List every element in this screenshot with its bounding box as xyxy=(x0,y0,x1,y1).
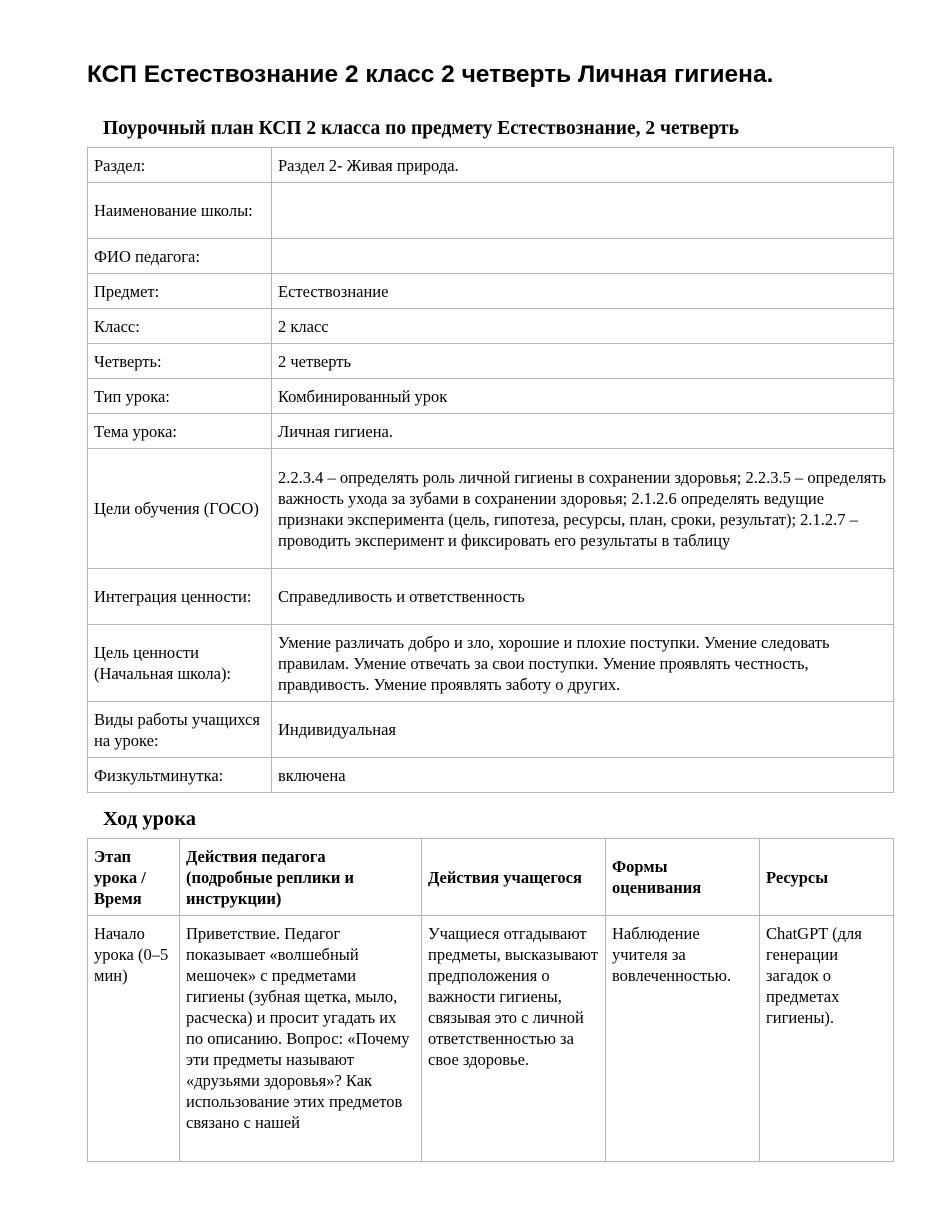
header-student-actions: Действия учащегося xyxy=(422,839,606,916)
info-label-value-goal: Цель ценности (Начальная школа): xyxy=(88,625,272,702)
info-value-values-integration: Справедливость и ответственность xyxy=(272,569,894,625)
info-value-work-types: Индивидуальная xyxy=(272,702,894,758)
info-label-subject: Предмет: xyxy=(88,274,272,309)
lesson-section-title: Ход урока xyxy=(103,808,196,830)
table-row xyxy=(88,449,894,569)
table-row xyxy=(88,309,894,344)
info-value-value-goal: Умение различать добро и зло, хорошие и плохие поступки. Умение следовать правилам. Умение отвечать за свои поступки. Умение проявлять честность, правдивость. Умение проявлять заботу о других. xyxy=(272,625,894,702)
table-row xyxy=(88,239,894,274)
table-row xyxy=(88,148,894,183)
info-value-physical-break: включена xyxy=(272,758,894,793)
info-value-quarter: 2 четверть xyxy=(272,344,894,379)
info-value-topic: Личная гигиена. xyxy=(272,414,894,449)
table-row xyxy=(88,702,894,758)
header-assessment: Формы оценивания xyxy=(606,839,760,916)
lesson-info-table xyxy=(87,147,894,793)
plan-subtitle: Поурочный план КСП 2 класса по предмету Естествознание, 2 четверть xyxy=(103,118,739,139)
info-label-topic: Тема урока: xyxy=(88,414,272,449)
info-label-teacher: ФИО педагога: xyxy=(88,239,272,274)
cell-assessment: Наблюдение учителя за вовлеченностью. xyxy=(606,916,760,1162)
info-value-subject: Естествознание xyxy=(272,274,894,309)
info-value-school xyxy=(272,183,894,239)
info-label-quarter: Четверть: xyxy=(88,344,272,379)
table-row xyxy=(88,414,894,449)
cell-student-actions: Учащиеся отгадывают предметы, высказывают предположения о важности гигиены, связывая это с личной ответственностью за свое здоровье. xyxy=(422,916,606,1162)
cell-teacher-actions: Приветствие. Педагог показывает «волшебный мешочек» с предметами гигиены (зубная щетка, мыло, расческа) и просит угадать их по описанию. Вопрос: «Почему эти предметы называют «друзьями здоровья»? Как использование этих предметов связано с нашей xyxy=(180,916,422,1162)
table-row xyxy=(88,916,894,1162)
table-row xyxy=(88,379,894,414)
cell-resources: ChatGPT (для генерации загадок о предметах гигиены). xyxy=(760,916,894,1162)
info-label-grade: Класс: xyxy=(88,309,272,344)
info-label-physical-break: Физкультминутка: xyxy=(88,758,272,793)
cell-stage-time: Начало урока (0–5 мин) xyxy=(88,916,180,1162)
header-stage-time: Этап урока / Время xyxy=(88,839,180,916)
table-row xyxy=(88,183,894,239)
lesson-flow-table xyxy=(87,838,894,1162)
info-label-school: Наименование школы: xyxy=(88,183,272,239)
page-title: КСП Естествознание 2 класс 2 четверть Личная гигиена. xyxy=(87,61,774,88)
info-label-values-integration: Интеграция ценности: xyxy=(88,569,272,625)
table-header-row xyxy=(88,839,894,916)
table-row xyxy=(88,274,894,309)
info-value-teacher xyxy=(272,239,894,274)
info-label-work-types: Виды работы учащихся на уроке: xyxy=(88,702,272,758)
info-label-section: Раздел: xyxy=(88,148,272,183)
table-row xyxy=(88,758,894,793)
info-value-grade: 2 класс xyxy=(272,309,894,344)
info-value-lesson-type: Комбинированный урок xyxy=(272,379,894,414)
table-row xyxy=(88,625,894,702)
info-label-learning-goals: Цели обучения (ГОСО) xyxy=(88,449,272,569)
info-value-section: Раздел 2- Живая природа. xyxy=(272,148,894,183)
info-value-learning-goals: 2.2.3.4 – определять роль личной гигиены в сохранении здоровья; 2.2.3.5 – определять важность ухода за зубами в сохранении здоровья; 2.1.2.6 определять ведущие признаки эксперимента (цель, гипотеза, ресурсы, план, сроки, результат); 2.1.2.7 – проводить эксперимент и фиксировать его результаты в таблицу xyxy=(272,449,894,569)
header-resources: Ресурсы xyxy=(760,839,894,916)
info-label-lesson-type: Тип урока: xyxy=(88,379,272,414)
header-teacher-actions: Действия педагога (подробные реплики и инструкции) xyxy=(180,839,422,916)
table-row xyxy=(88,569,894,625)
table-row xyxy=(88,344,894,379)
